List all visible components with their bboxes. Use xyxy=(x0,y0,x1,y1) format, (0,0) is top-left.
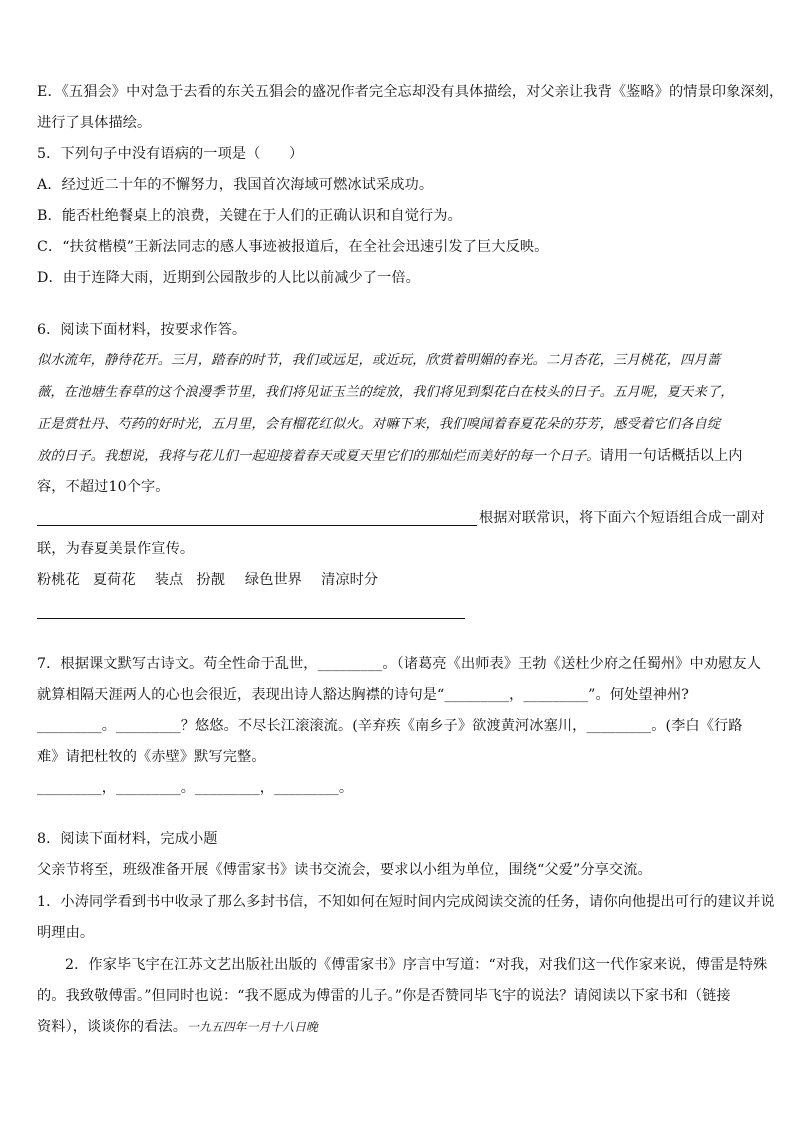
q6-phrase-1: 粉桃花 xyxy=(37,572,80,588)
q6-passage-line4-kai: 放的日子。我想说，我将与花儿们一起迎接着春天或夏天里它们的那灿烂而美好的每一个日子。 xyxy=(37,449,600,464)
q8-sub2-line2: 的。我致敬傅雷。”但同时也说：“我不愿成为傅雷的儿子。”你是否赞同毕飞宇的说法？请阅读以下家书和（链接 xyxy=(37,988,731,1004)
q8-sub1-line1: 1．小涛同学看到书中收录了那么多封书信，不知如何在短时间内完成阅读交流的任务，请你向他提出可行的建议并说 xyxy=(37,894,775,910)
q6-task2-line1: 根据对联常识，将下面六个短语组合成一副对 xyxy=(479,510,765,526)
q8-intro: 父亲节将至，班级准备开展《傅雷家书》读书交流会，要求以小组为单位，围绕“父爱”分享交流。 xyxy=(37,862,652,878)
q6-passage-line1: 似水流年，静待花开。三月，踏春的时节，我们或远足，或近玩，欣赏着明媚的春光。二月杏花，三月桃花，四月蔷 xyxy=(37,353,721,368)
q8-sub1-line2: 明理由。 xyxy=(37,925,95,941)
q6-phrase-5: 绿色世界 xyxy=(244,572,303,588)
q8-sub2-line3 xyxy=(37,1017,318,1037)
q6-phrase-2: 夏荷花 xyxy=(92,572,136,588)
q6-phrase-4: 扮靓 xyxy=(196,572,225,588)
q7-line1: 7．根据课文默写古诗文。苟全性命于乱世，_________。（诸葛亮《出师表》王勃《送杜少府之任蜀州》中劝慰友人 xyxy=(37,656,761,672)
q5-option-d: D．由于连降大雨，近期到公园散步的人比以前减少了一倍。 xyxy=(37,270,420,286)
q6-passage-line5: 容，不超过10个字。 xyxy=(37,479,170,495)
q7-line2: 就算相隔天涯两人的心也会很近，表现出诗人豁达胸襟的诗句是“_________，_________”。何处望神州? xyxy=(37,687,689,703)
q6-stem: 6．阅读下面材料，按要求作答。 xyxy=(37,322,247,338)
q6-task1-start: 请用一句话概括以上内 xyxy=(599,448,743,464)
q7-line4: 难》请把杜牧的《赤壁》默写完整。 xyxy=(37,749,266,765)
q4-option-e-line2: 进行了具体描绘。 xyxy=(37,115,152,131)
q7-line3: _________。_________？悠悠。不尽长江滚滚流。(辛弃疾《南乡子》欲渡黄河冰塞川，_________。(李白《行路 xyxy=(37,718,743,734)
q5-option-b: B．能否杜绝餐桌上的浪费，关键在于人们的正确认识和自觉行为。 xyxy=(37,208,462,224)
q5-option-a: A．经过近二十年的不懈努力，我国首次海域可燃冰试采成功。 xyxy=(37,177,434,193)
q6-phrase-6: 清凉时分 xyxy=(321,572,379,588)
q8-stem: 8．阅读下面材料，完成小题 xyxy=(37,831,218,847)
q5-stem: 5．下列句子中没有语病的一项是（ ） xyxy=(37,146,304,162)
q6-phrase-3: 装点 xyxy=(154,572,184,588)
q6-passage-line2: 薇，在池塘生春草的这个浪漫季节里，我们将见证玉兰的绽放，我们将见到梨花白在枝头的日子。五月呢，夏天来了， xyxy=(37,385,734,400)
q8-sub2-line1: 2．作家毕飞宇在江苏文艺出版社出版的《傅雷家书》序言中写道：“对我，对我们这一代作家来说，傅雷是特殊 xyxy=(65,957,768,973)
q6-passage-line3: 正是赏牡丹、芍药的好时光，五月里，会有榴花红似火。对嘛下来，我们嗅闻着春夏花朵的芬芳，感受着它们各自绽 xyxy=(37,417,721,432)
q6-phrase-list xyxy=(37,570,378,590)
q4-option-e-line1: E．《五猖会》中对急于去看的东关五猖会的盛况作者完全忘却没有具体描绘，对父亲让我背《鉴略》的情景印象深刻， xyxy=(37,84,784,100)
q8-sub2-line3-text: 资料），谈谈你的看法。 xyxy=(37,1019,188,1035)
q6-answer-blank-2[interactable] xyxy=(37,618,465,619)
q6-answer-blank-1[interactable] xyxy=(37,525,477,526)
q6-passage-line4 xyxy=(37,446,743,467)
q6-task2-line2: 联，为春夏美景作宣传。 xyxy=(37,541,195,557)
q5-option-c: C．“扶贫楷模”王新法同志的感人事迹被报道后，在全社会迅速引发了巨大反映。 xyxy=(37,239,549,255)
q8-letter-date: 一九五四年一月十八日晚 xyxy=(187,1020,318,1034)
q7-line5: _________，_________。_________，_________。 xyxy=(37,780,354,796)
